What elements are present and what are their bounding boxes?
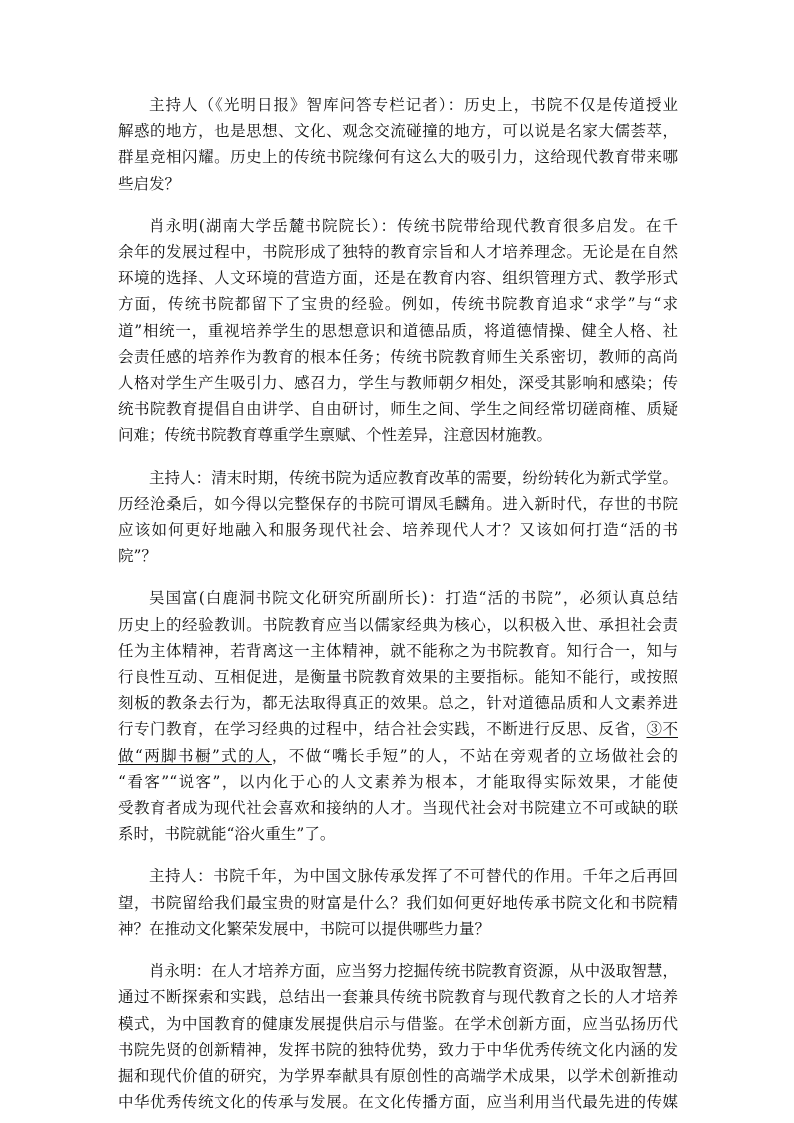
paragraph-xiao-answer-2 bbox=[118, 958, 678, 1115]
paragraph-host-question-3 bbox=[118, 863, 678, 942]
text-line: 主持人（《光明日报》智库问答专栏记者）：历史上，书院不仅是传道授业 bbox=[149, 96, 678, 114]
underlined-text: 做“两脚书橱”式的人 bbox=[118, 746, 272, 765]
text-line: 应该如何更好地融入和服务现代社会、培养现代人才？又该如何打造“活的书 bbox=[118, 521, 678, 540]
text-line: 方面，传统书院都留下了宝贵的经验。例如，传统书院教育追求“求学”与“求 bbox=[118, 295, 678, 314]
text-line: 行良性互动、互相促进，是衡量书院教育效果的主要指标。能知不能行，或按照 bbox=[118, 668, 678, 687]
text-line: 望，书院留给我们最宝贵的财富是什么？我们如何更好地传承书院文化和书院精 bbox=[118, 893, 678, 912]
text-line: 肖永明：在人才培养方面，应当努力挖掘传统书院教育资源，从中汲取智慧， bbox=[149, 962, 678, 981]
paragraph-xiao-answer-1 bbox=[118, 213, 678, 449]
text-line: 吴国富(白鹿洞书院文化研究所副所长)：打造“活的书院”，必须认真总结 bbox=[149, 589, 678, 608]
text-line: 环境的选择、人文环境的营造方面，还是在教育内容、组织管理方式、教学形式 bbox=[118, 269, 678, 288]
text-line: 些启发？ bbox=[118, 174, 181, 193]
text-line: 问难；传统书院教育尊重学生禀赋、个性差异，注意因材施教。 bbox=[118, 426, 553, 445]
text-line: 院”？ bbox=[118, 547, 157, 566]
text-line: 道”相统一，重视培养学生的思想意识和道德品质，将道德情操、健全人格、社 bbox=[118, 321, 678, 340]
text-line: 历史上的经验教训。书院教育应当以儒家经典为核心，以积极入世、承担社会责 bbox=[118, 615, 678, 634]
text-line: 群星竞相闪耀。历史上的传统书院缘何有这么大的吸引力，这给现代教育带来哪 bbox=[118, 148, 678, 167]
text-segment: ，不做“嘴长手短”的人，不站在旁观者的立场做社会的 bbox=[271, 746, 678, 765]
underlined-text: ③不 bbox=[646, 720, 678, 739]
paragraph-wu-answer bbox=[118, 585, 678, 847]
text-line: 书院先贤的创新精神，发挥书院的独特优势，致力于中华优秀传统文化内涵的发 bbox=[118, 1040, 678, 1059]
text-line: 会责任感的培养作为教育的根本任务；传统书院教育师生关系密切，教师的高尚 bbox=[118, 347, 678, 366]
text-line: 人格对学生产生吸引力、感召力，学生与教师朝夕相处，深受其影响和感染；传 bbox=[118, 374, 678, 393]
text-line: 主持人：书院千年，为中国文脉传承发挥了不可替代的作用。千年之后再回 bbox=[149, 867, 678, 886]
text-line: 神？在推动文化繁荣发展中，书院可以提供哪些力量？ bbox=[118, 919, 491, 938]
text-line: 解惑的地方，也是思想、文化、观念交流碰撞的地方，可以说是名家大儒荟萃， bbox=[118, 122, 678, 141]
text-line: 统书院教育提倡自由讲学、自由研讨，师生之间、学生之间经常切磋商榷、质疑 bbox=[118, 400, 678, 419]
document-page bbox=[118, 92, 678, 1115]
text-line: 模式，为中国教育的健康发展提供启示与借鉴。在学术创新方面，应当弘扬历代 bbox=[118, 1014, 678, 1033]
text-line: 通过不断探索和实践，总结出一套兼具传统书院教育与现代教育之长的人才培养 bbox=[118, 988, 678, 1007]
text-line: “看客”“说客”，以内化于心的人文素养为根本，才能取得实际效果，才能使 bbox=[118, 772, 678, 791]
text-line: 肖永明(湖南大学岳麓书院院长）：传统书院带给现代教育很多启发。在千 bbox=[149, 216, 678, 235]
paragraph-host-question-2 bbox=[118, 465, 678, 570]
text-line: 刻板的教条去行为，都无法取得真正的效果。总之，针对道德品质和人文素养进 bbox=[118, 694, 678, 713]
text-line: 受教育者成为现代社会喜欢和接纳的人才。当现代社会对书院建立不可或缺的联 bbox=[118, 799, 678, 818]
text-line: 余年的发展过程中，书院形成了独特的教育宗旨和人才培养理念。无论是在自然 bbox=[118, 243, 678, 262]
paragraph-host-question-1 bbox=[118, 92, 678, 197]
text-line: 任为主体精神，若背离这一主体精神，就不能称之为书院教育。知行合一，知与 bbox=[118, 641, 678, 660]
text-line: 中华优秀传统文化的传承与发展。在文化传播方面，应当利用当代最先进的传媒 bbox=[118, 1093, 678, 1112]
text-line-with-underline-end bbox=[118, 743, 678, 769]
text-segment: 行专门教育，在学习经典的过程中，结合社会实践，不断进行反思、反省， bbox=[118, 720, 647, 739]
text-line: 系时，书院就能“浴火重生”了。 bbox=[118, 825, 336, 844]
text-line: 掘和现代价值的研究，为学界奉献具有原创性的高端学术成果，以学术创新推动 bbox=[118, 1066, 678, 1085]
text-line: 主持人：清末时期，传统书院为适应教育改革的需要，纷纷转化为新式学堂。 bbox=[149, 468, 678, 487]
text-line: 历经沧桑后，如今得以完整保存的书院可谓凤毛麟角。进入新时代，存世的书院 bbox=[118, 494, 678, 513]
text-line-with-underline-start bbox=[118, 716, 678, 742]
